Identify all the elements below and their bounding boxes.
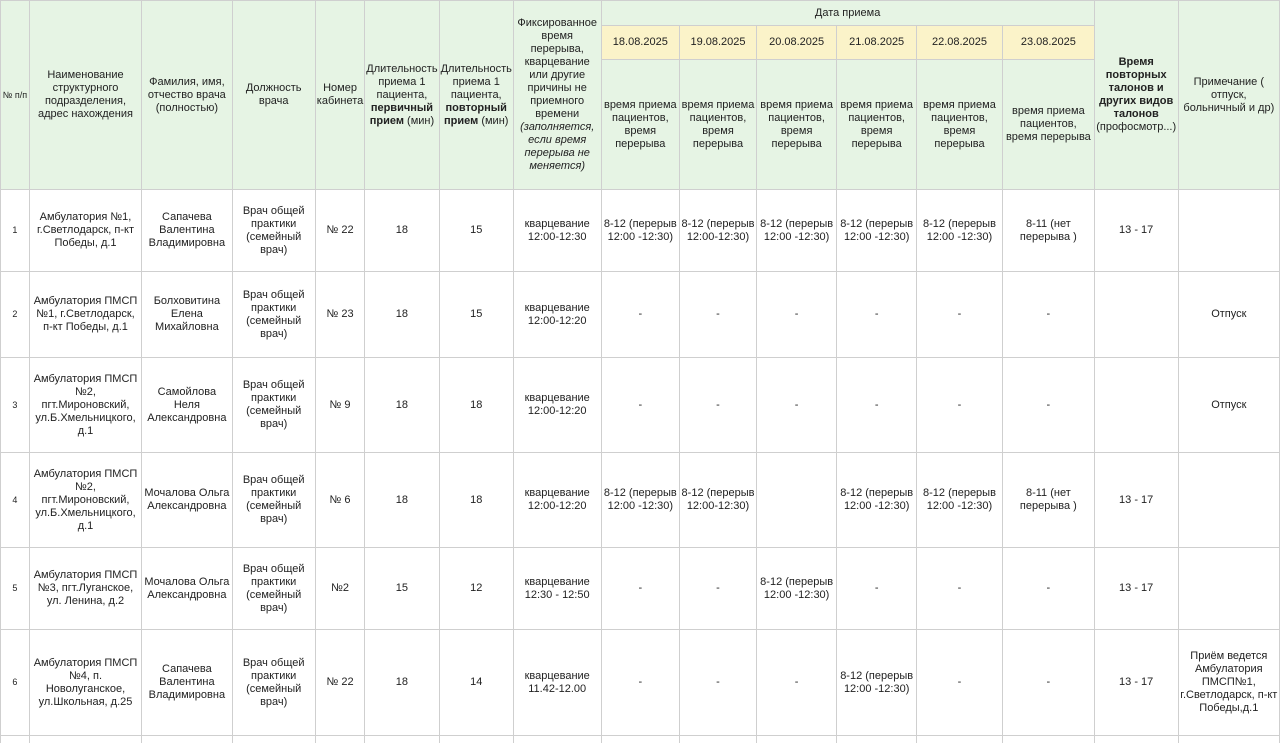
header-note: Примечание ( отпуск, больничный и др) <box>1178 1 1279 190</box>
cell-day: - <box>837 548 917 630</box>
cell-note: Отпуск <box>1178 358 1279 453</box>
cell-day: - <box>916 630 1002 736</box>
cell-fio: Сапачева Валентина Владимировна <box>142 190 232 272</box>
cell-fixed-break: кварцевание 12:00-12:20 <box>513 358 601 453</box>
cell-duration-repeat: 12 <box>439 548 513 630</box>
cell-unit: Амбулатория ПМСП №3, пгт.Луганское, ул. Ленина, д.2 <box>29 548 141 630</box>
cell-unit: Амбулатория ПМСП №1, г.Светлодарск, п-кт Победы, д.1 <box>29 272 141 358</box>
cell-repeat-time: 13 - 17 <box>1094 630 1178 736</box>
cell-day: - <box>601 272 680 358</box>
cell-note <box>1178 548 1279 630</box>
header-repeat-tickets: Время повторных талонов и других видов талонов (профосмотр...) <box>1094 1 1178 190</box>
cell-position: Врач общей практики (семейный врач) <box>232 272 315 358</box>
cell-repeat-time: 13 - 17 <box>1094 453 1178 548</box>
cell-fixed-break: кварцевание 12:00-12:20 <box>513 272 601 358</box>
cell-day: - <box>601 358 680 453</box>
cell-fio: Болховитина Елена Михайловна <box>142 272 232 358</box>
table-row <box>1 358 1280 453</box>
header-day-sub: время приема пациентов, время перерыва <box>916 60 1002 190</box>
cell-duration-primary: 15 <box>365 548 439 630</box>
cell-cabinet: № 22 <box>315 190 364 272</box>
table-row <box>1 548 1280 630</box>
cell-day: 8-12 (перерыв 12:00-12:30) <box>680 190 757 272</box>
header-date: 19.08.2025 <box>680 26 757 60</box>
table-row <box>1 630 1280 736</box>
header-day-sub: время приема пациентов, время перерыва <box>756 60 836 190</box>
cell-duration-primary: 18 <box>365 453 439 548</box>
cell-day: 8-12 (перерыв 12:00 -12:30) <box>837 453 917 548</box>
cell-day <box>756 453 836 548</box>
cell-day: - <box>601 630 680 736</box>
cell-duration-primary: 18 <box>365 272 439 358</box>
header-fio: Фамилия, имя, отчество врача (полностью) <box>142 1 232 190</box>
cell-cabinet: № 9 <box>315 358 364 453</box>
cell-position: Врач общей практики (семейный врач) <box>232 190 315 272</box>
header-day-sub: время приема пациентов, время перерыва <box>601 60 680 190</box>
cell-day: 8-12 (перерыв 12:00 -12:30) <box>837 190 917 272</box>
cell-duration-primary: 18 <box>365 358 439 453</box>
header-day-sub: время приема пациентов, время перерыва <box>680 60 757 190</box>
cell-day: 8-11 (нет перерыва ) <box>1003 190 1095 272</box>
cell-cabinet: № 23 <box>315 272 364 358</box>
cell-position: Врач общей практики (семейный врач) <box>232 548 315 630</box>
header-date: 23.08.2025 <box>1003 26 1095 60</box>
cell-note: Приём ведется Амбулатория ПМСП№1, г.Светлодарск, п-кт Победы,д.1 <box>1178 630 1279 736</box>
table-row <box>1 453 1280 548</box>
header-duration-primary: Длительность приема 1 пациента, первичный прием (мин) <box>365 1 439 190</box>
table-row <box>1 272 1280 358</box>
cell-day: 8-12 (перерыв 12:00 -12:30) <box>601 453 680 548</box>
cell-note: Отпуск <box>1178 272 1279 358</box>
cell-position: Врач общей практики (семейный врач) <box>232 630 315 736</box>
cell-day: 8-12 (перерыв 12:00 -12:30) <box>837 630 917 736</box>
cell-position: Врач общей практики (семейный врач) <box>232 453 315 548</box>
cell-num: 5 <box>1 548 30 630</box>
cell-num: 1 <box>1 190 30 272</box>
cell-cabinet: №2 <box>315 548 364 630</box>
cell-day: - <box>680 272 757 358</box>
header-date: 21.08.2025 <box>837 26 917 60</box>
cell-repeat-time: 13 - 17 <box>1094 190 1178 272</box>
cell-day: - <box>1003 358 1095 453</box>
cell-day: 8-11 (нет перерыва ) <box>1003 453 1095 548</box>
header-num: № п/п <box>1 1 30 190</box>
cell-num: 2 <box>1 272 30 358</box>
cell-duration-repeat: 18 <box>439 358 513 453</box>
cell-duration-repeat: 14 <box>439 630 513 736</box>
cell-day: - <box>1003 630 1095 736</box>
cell-day: 8-12 (перерыв 12:00 -12:30) <box>916 453 1002 548</box>
header-fixed-break: Фиксированное время перерыва, кварцевание или другие причины не приемного времени (заполняется, если время перерыва не меняется) <box>513 1 601 190</box>
header-date: 22.08.2025 <box>916 26 1002 60</box>
cell-day: - <box>756 272 836 358</box>
cell-fixed-break: кварцевание 11.42-12.00 <box>513 630 601 736</box>
header-date: 18.08.2025 <box>601 26 680 60</box>
cell-note <box>1178 453 1279 548</box>
cell-duration-primary: 18 <box>365 190 439 272</box>
cell-unit: Амбулатория ПМСП №4, п. Новолуганское, ул.Школьная, д.25 <box>29 630 141 736</box>
header-date-group: Дата приема <box>601 1 1094 26</box>
header-unit: Наименование структурного подразделения, адрес нахождения <box>29 1 141 190</box>
cell-num: 3 <box>1 358 30 453</box>
cell-day: - <box>680 630 757 736</box>
cell-num: 4 <box>1 453 30 548</box>
cell-fio: Мочалова Ольга Александровна <box>142 453 232 548</box>
cell-fixed-break: кварцевание 12:00-12:20 <box>513 453 601 548</box>
cell-day: 8-12 (перерыв 12:00 -12:30) <box>601 190 680 272</box>
header-day-sub: время приема пациентов, время перерыва <box>1003 60 1095 190</box>
header-date: 20.08.2025 <box>756 26 836 60</box>
cell-day: - <box>756 358 836 453</box>
cell-day: - <box>916 272 1002 358</box>
header-duration-repeat: Длительность приема 1 пациента, повторный прием (мин) <box>439 1 513 190</box>
cell-day: - <box>916 548 1002 630</box>
cell-duration-repeat: 15 <box>439 272 513 358</box>
header-position: Должность врача <box>232 1 315 190</box>
cell-fixed-break: кварцевание 12:30 - 12:50 <box>513 548 601 630</box>
cell-day: - <box>756 630 836 736</box>
cell-fio: Самойлова Неля Александровна <box>142 358 232 453</box>
cell-day: - <box>1003 548 1095 630</box>
cell-day: - <box>916 358 1002 453</box>
cell-day: - <box>837 272 917 358</box>
cell-day: - <box>601 548 680 630</box>
header-day-sub: время приема пациентов, время перерыва <box>837 60 917 190</box>
cell-unit: Амбулатория ПМСП №2, пгт.Мироновский, ул.Б.Хмельницкого, д.1 <box>29 453 141 548</box>
cell-duration-repeat: 18 <box>439 453 513 548</box>
cell-duration-repeat: 15 <box>439 190 513 272</box>
cell-unit: Амбулатория ПМСП №2, пгт.Мироновский, ул.Б.Хмельницкого, д.1 <box>29 358 141 453</box>
cell-day: - <box>680 548 757 630</box>
cell-repeat-time: 13 - 17 <box>1094 548 1178 630</box>
cell-day: - <box>1003 272 1095 358</box>
cell-day: 8-12 (перерыв 12:00 -12:30) <box>756 548 836 630</box>
cell-day: 8-12 (перерыв 12:00 -12:30) <box>916 190 1002 272</box>
cell-repeat-time <box>1094 272 1178 358</box>
cell-cabinet: № 22 <box>315 630 364 736</box>
cell-fixed-break: кварцевание 12:00-12:30 <box>513 190 601 272</box>
cell-repeat-time <box>1094 358 1178 453</box>
cell-duration-primary: 18 <box>365 630 439 736</box>
cell-num: 6 <box>1 630 30 736</box>
cell-day: 8-12 (перерыв 12:00 -12:30) <box>756 190 836 272</box>
table-row-partial <box>1 736 1280 743</box>
cell-day: - <box>680 358 757 453</box>
cell-fio: Мочалова Ольга Александровна <box>142 548 232 630</box>
cell-day: - <box>837 358 917 453</box>
table-row <box>1 190 1280 272</box>
cell-position: Врач общей практики (семейный врач) <box>232 358 315 453</box>
cell-note <box>1178 190 1279 272</box>
cell-fio: Сапачева Валентина Владимировна <box>142 630 232 736</box>
cell-cabinet: № 6 <box>315 453 364 548</box>
cell-unit: Амбулатория №1, г.Светлодарск, п-кт Победы, д.1 <box>29 190 141 272</box>
header-cabinet: Номер кабинета <box>315 1 364 190</box>
cell-day: 8-12 (перерыв 12:00-12:30) <box>680 453 757 548</box>
